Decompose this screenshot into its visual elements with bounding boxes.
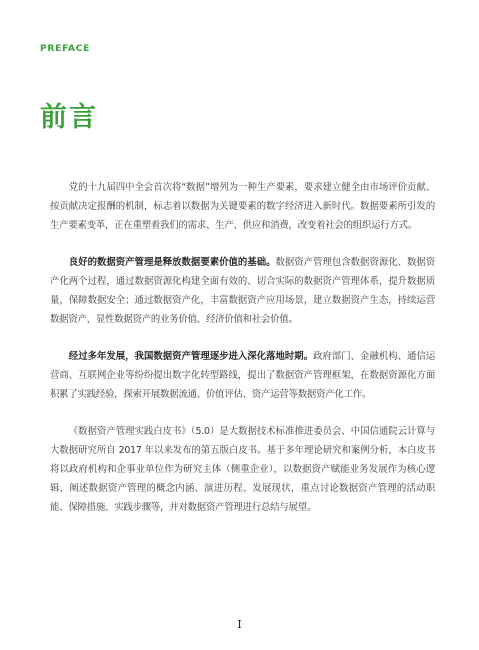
paragraph-2 xyxy=(50,253,435,329)
paragraph-3 xyxy=(50,347,435,404)
page-title: 前言 xyxy=(40,102,98,133)
paragraph-text: 《数据资产管理实践白皮书》（5.0）是大数据技术标准推进委员会、中国信通院云计算与大数据研究所自 2017 年以来发布的第五版白皮书。基于多年理论研究和案例分析，本白皮书将以政府机构和企事业单位作为研究主体（侧重企业），以数据资产赋能业务发展作为核心逻辑，阐述数据资产管理的概念内涵、演进历程、发展现状，重点讨论数据资产管理的活动职能、保障措施、实践步骤等，并对数据资产管理进行总结与展望。 xyxy=(50,426,435,513)
section-label: PREFACE xyxy=(40,44,91,54)
paragraph-1 xyxy=(50,178,435,235)
paragraph-text: 党的十九届四中全会首次将“数据”增列为一种生产要素，要求建立健全由市场评价贡献、按贡献决定报酬的机制，标志着以数据为关键要素的数字经济进入新时代。数据要素所引发的生产要素变革，正在重塑着我们的需求、生产、供应和消费，改变着社会的组织运行方式。 xyxy=(50,182,435,231)
paragraph-lead-bold: 良好的数据资产管理是释放数据要素价值的基础。 xyxy=(68,257,276,268)
body-content xyxy=(50,178,435,535)
page-number: I xyxy=(237,618,242,631)
paragraph-4 xyxy=(50,422,435,517)
paragraph-text: 数据资产管理包含数据资源化、数据资产化两个过程，通过数据资源化构建全面有效的、切合实际的数据资产管理体系，提升数据质量，保障数据安全；通过数据资产化，丰富数据资产应用场景，建立数据资产生态，持续运营数据资产，显性数据资产的业务价值、经济价值和社会价值。 xyxy=(50,257,435,325)
paragraph-lead-bold: 经过多年发展，我国数据资产管理逐步进入深化落地时期。 xyxy=(68,351,314,362)
paragraph-text: 政府部门、金融机构、通信运营商、互联网企业等纷纷提出数字化转型路线，提出了数据资产管理框架，在数据资源化方面积累了实践经验，探索开展数据流通、价值评估、资产运营等数据资产化工作。 xyxy=(50,351,435,400)
